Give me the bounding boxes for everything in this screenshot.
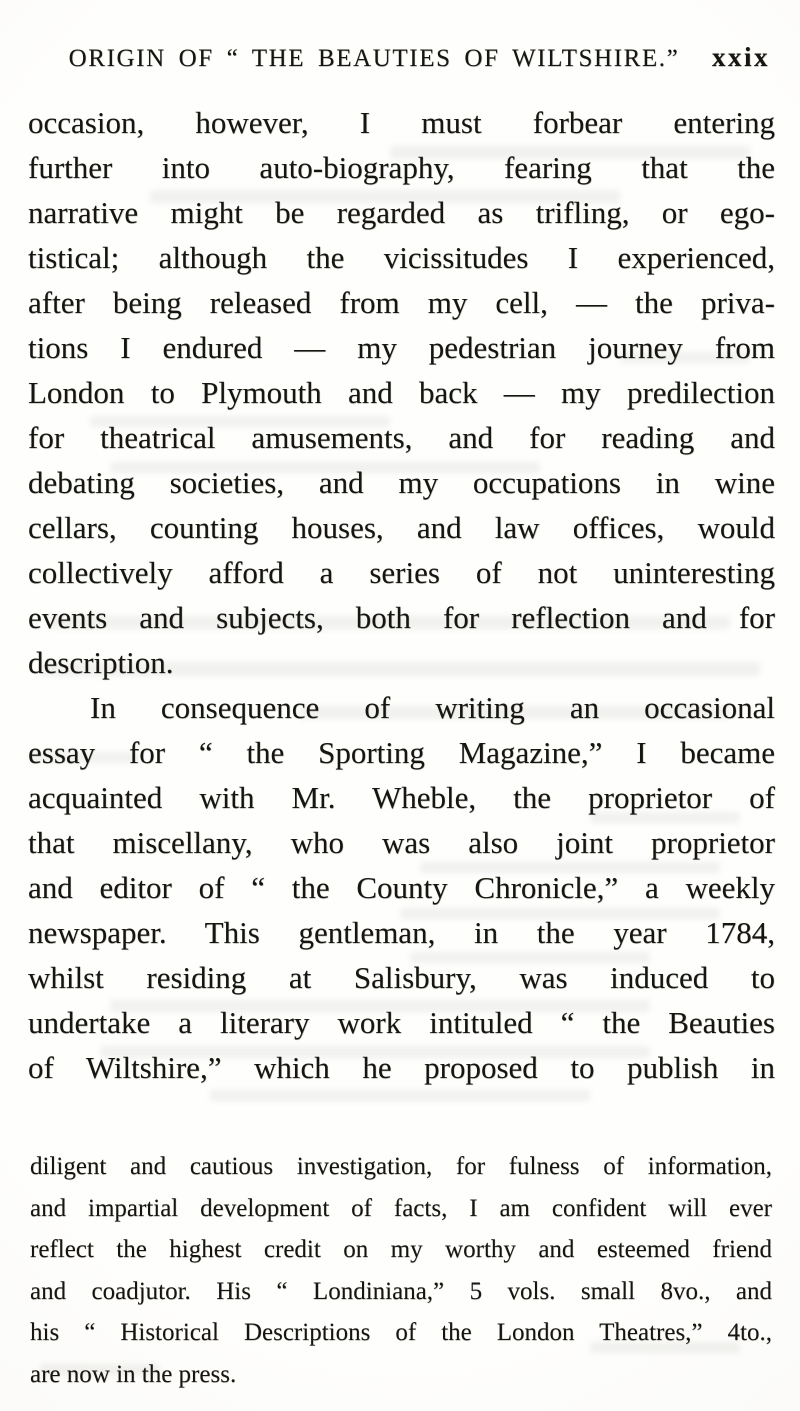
footnote-line: and coadjutor. His “ Londiniana,” 5 vols. small 8vo., and — [30, 1277, 772, 1305]
text-line: acquainted with Mr. Wheble, the proprietor of — [28, 780, 775, 815]
footnote-block — [30, 1146, 772, 1395]
text-line: London to Plymouth and back — my predilection — [28, 375, 775, 410]
paragraph — [28, 685, 775, 1090]
text-line: of Wiltshire,” which he proposed to publish in — [28, 1050, 775, 1085]
page-number: xxix — [711, 42, 770, 72]
bleed-through-smudge — [210, 1090, 590, 1101]
text-line: undertake a literary work intituled “ the Beauties — [28, 1005, 775, 1040]
text-line: further into auto-biography, fearing that the — [28, 150, 775, 185]
footnote-line: reflect the highest credit on my worthy and esteemed friend — [30, 1236, 772, 1263]
text-line: cellars, counting houses, and law offices, would — [28, 510, 775, 545]
running-head — [50, 42, 770, 73]
footnote-line: diligent and cautious investigation, for fulness of information, — [30, 1153, 772, 1180]
main-text-block — [28, 100, 775, 1090]
text-line: whilst residing at Salisbury, was induced to — [28, 960, 775, 995]
text-line: tions I endured — my pedestrian journey from — [28, 330, 775, 365]
paragraph — [28, 100, 775, 685]
text-line: narrative might be regarded as trifling, or ego- — [28, 195, 775, 230]
text-line: collectively afford a series of not uninteresting — [28, 555, 775, 590]
text-line: newspaper. This gentleman, in the year 1784, — [28, 915, 775, 950]
text-line: tistical; although the vicissitudes I experienced, — [28, 240, 775, 275]
footnote-line: and impartial development of facts, I am confident will ever — [30, 1194, 772, 1222]
text-line: and editor of “ the County Chronicle,” a weekly — [28, 870, 775, 905]
text-line: occasion, however, I must forbear entering — [28, 105, 775, 140]
text-line: events and subjects, both for reflection and for — [28, 600, 775, 635]
text-line: essay for “ the Sporting Magazine,” I became — [28, 735, 775, 770]
text-line: description. — [28, 645, 174, 680]
text-line: debating societies, and my occupations in wine — [28, 465, 775, 500]
text-line: that miscellany, who was also joint proprietor — [28, 825, 775, 860]
footnote-line: his “ Historical Descriptions of the London Theatres,” 4to., — [30, 1319, 772, 1346]
text-line: for theatrical amusements, and for reading and — [28, 420, 775, 455]
text-line: after being released from my cell, — the priva- — [28, 285, 775, 320]
running-head-title: ORIGIN OF “ THE BEAUTIES OF WILTSHIRE.” — [68, 45, 680, 72]
text-line: In consequence of writing an occasional — [90, 690, 775, 725]
footnote-line: are now in the press. — [30, 1360, 237, 1388]
